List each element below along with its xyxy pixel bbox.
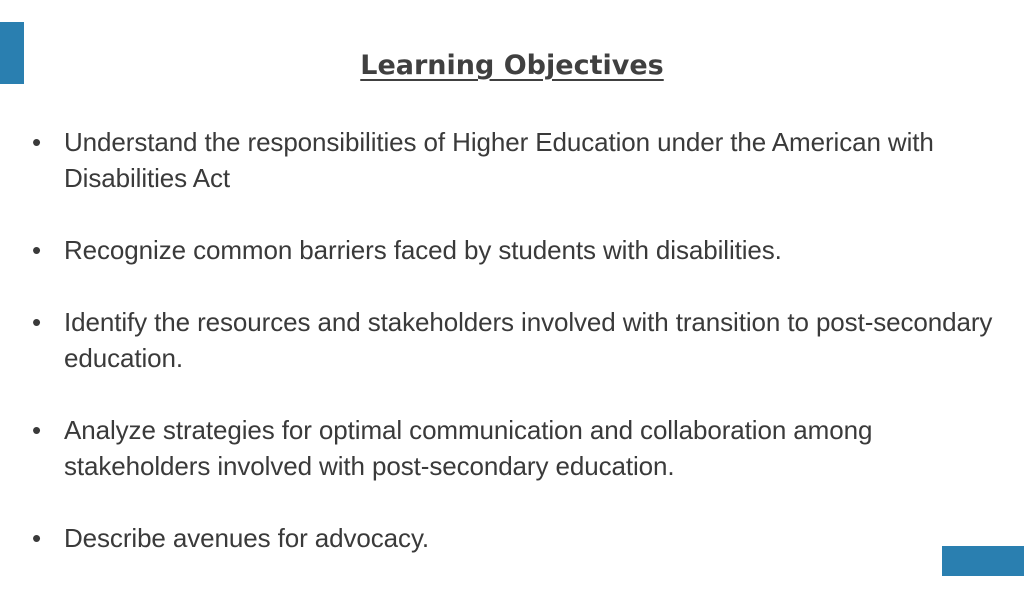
bullet-dot: • bbox=[32, 235, 42, 265]
objective-text: Analyze strategies for optimal communication and collaboration among stakeholders involved with post-secondary education. bbox=[64, 415, 873, 481]
objective-item bbox=[0, 412, 1024, 484]
objective-text: Understand the responsibilities of Higher Education under the American with Disabilities Act bbox=[64, 127, 934, 193]
objective-item bbox=[0, 520, 1024, 556]
objective-text: Identify the resources and stakeholders involved with transition to post-secondary education. bbox=[64, 307, 993, 373]
objective-item bbox=[0, 124, 1024, 196]
slide-title bbox=[0, 50, 1024, 81]
bullet-dot: • bbox=[32, 415, 42, 445]
objective-text: Recognize common barriers faced by students with disabilities. bbox=[64, 235, 782, 265]
objective-item bbox=[0, 304, 1024, 376]
bullet-dot: • bbox=[32, 523, 42, 553]
bullet-dot: • bbox=[32, 307, 42, 337]
objectives-list bbox=[0, 124, 1024, 592]
slide-title-text: Learning Objectives bbox=[360, 50, 664, 81]
objective-text: Describe avenues for advocacy. bbox=[64, 523, 430, 553]
bullet-dot: • bbox=[32, 127, 42, 157]
objective-item bbox=[0, 232, 1024, 268]
